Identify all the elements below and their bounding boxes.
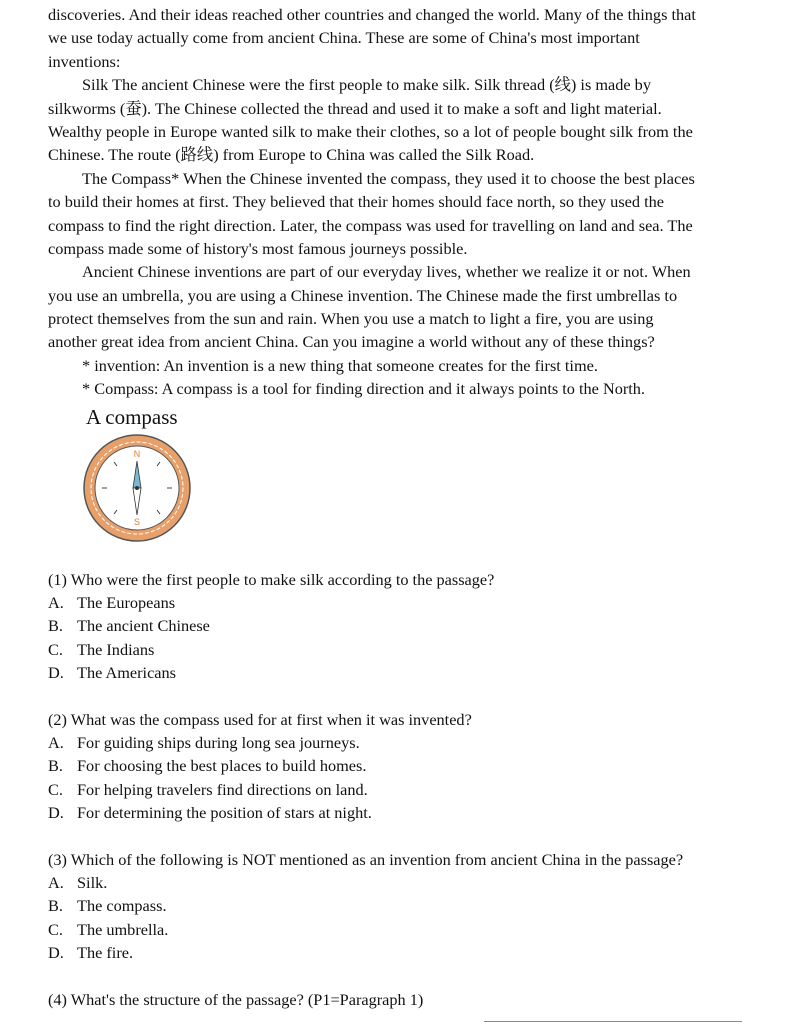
passage-line: protect themselves from the sun and rain. When you use a match to light a fire, you are using bbox=[48, 309, 654, 329]
worksheet-page bbox=[48, 3, 748, 1011]
figure-caption: A compass bbox=[86, 404, 178, 429]
passage-line: you use an umbrella, you are using a Chinese invention. The Chinese made the first umbrellas to bbox=[48, 285, 678, 305]
answer-option[interactable]: A. The Europeans bbox=[48, 593, 176, 613]
compass-north-label: N bbox=[133, 448, 141, 459]
answer-option[interactable]: B. For choosing the best places to build homes. bbox=[48, 756, 367, 776]
passage-line: compass made some of history's most famous journeys possible. bbox=[48, 238, 468, 258]
question-4 bbox=[48, 988, 748, 1011]
answer-option[interactable]: A. For guiding ships during long sea journeys. bbox=[48, 732, 360, 752]
passage-line: Ancient Chinese inventions are part of our everyday lives, whether we realize it or not. When bbox=[82, 262, 691, 282]
passage-line: discoveries. And their ideas reached other countries and changed the world. Many of the things that bbox=[48, 5, 696, 24]
passage-line: another great idea from ancient China. Can you imagine a world without any of these things? bbox=[48, 332, 655, 352]
question-prompt: (1) Who were the first people to make silk according to the passage? bbox=[48, 569, 495, 589]
compass-pivot bbox=[135, 486, 139, 490]
passage-line: inventions: bbox=[48, 51, 121, 71]
passage-line: to build their homes at first. They believed that their homes should face north, so they used the bbox=[48, 192, 664, 212]
passage bbox=[48, 3, 748, 401]
footnote-invention: * invention: An invention is a new thing that someone creates for the first time. bbox=[82, 355, 598, 375]
passage-line: silkworms (蚕). The Chinese collected the thread and used it to make a soft and light material. bbox=[48, 98, 662, 118]
passage-line: Silk The ancient Chinese were the first people to make silk. Silk thread (线) is made by bbox=[82, 75, 651, 95]
passage-line: compass to find the right direction. Later, the compass was used for travelling on land and sea. The bbox=[48, 215, 693, 235]
passage-line: The Compass* When the Chinese invented the compass, they used it to choose the best places bbox=[82, 168, 695, 188]
answer-option[interactable]: B. The compass. bbox=[48, 896, 167, 916]
question-prompt: (3) Which of the following is NOT mentioned as an invention from ancient China in the passage? bbox=[48, 849, 684, 869]
answer-option[interactable]: A. Silk. bbox=[48, 872, 108, 892]
answer-option[interactable]: D. For determining the position of stars at night. bbox=[48, 803, 372, 823]
question-3 bbox=[48, 848, 748, 965]
answer-option[interactable]: D. The fire. bbox=[48, 943, 134, 963]
answer-option[interactable]: B. The ancient Chinese bbox=[48, 616, 210, 636]
compass-south-label: S bbox=[133, 516, 141, 527]
answer-option[interactable]: D. The Americans bbox=[48, 663, 177, 683]
passage-line: we use today actually come from ancient China. These are some of China's most important bbox=[48, 28, 640, 48]
answer-option[interactable]: C. The Indians bbox=[48, 639, 155, 659]
question-1 bbox=[48, 568, 748, 685]
question-prompt: (2) What was the compass used for at first when it was invented? bbox=[48, 709, 472, 729]
footnote-compass: * Compass: A compass is a tool for finding direction and it always points to the North. bbox=[82, 379, 645, 399]
passage-line: Wealthy people in Europe wanted silk to make their clothes, so a lot of people bought silk from the bbox=[48, 121, 693, 141]
answer-option[interactable]: C. The umbrella. bbox=[48, 919, 169, 939]
compass-illustration bbox=[82, 433, 192, 543]
bottom-divider bbox=[484, 1021, 742, 1022]
question-prompt: (4) What's the structure of the passage? (P1=Paragraph 1) bbox=[48, 989, 424, 1009]
answer-option[interactable]: C. For helping travelers find directions on land. bbox=[48, 779, 368, 799]
passage-line: Chinese. The route (路线) from Europe to China was called the Silk Road. bbox=[48, 145, 535, 165]
question-2 bbox=[48, 708, 748, 825]
